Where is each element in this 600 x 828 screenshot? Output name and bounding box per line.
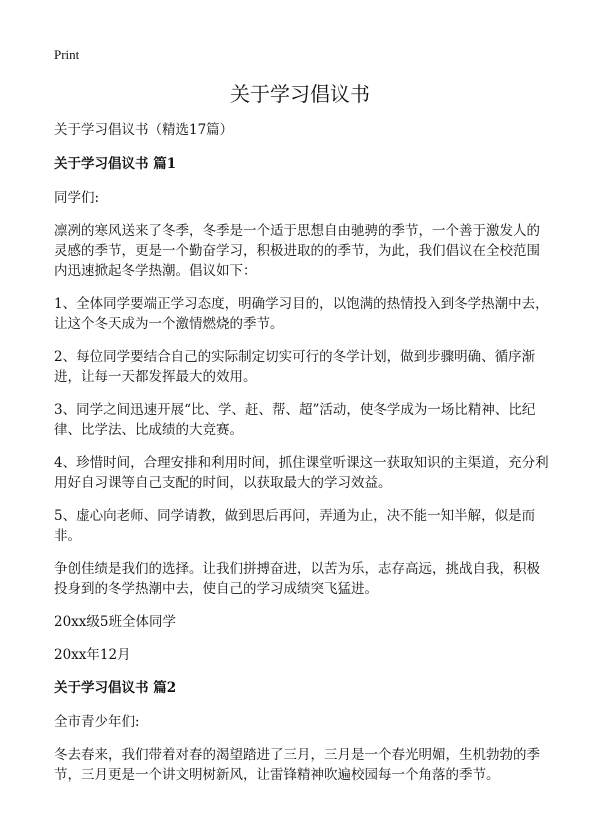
document-subtitle: 关于学习倡议书（精选17篇）: [54, 122, 234, 138]
print-label: Print: [54, 47, 80, 62]
paragraph: 4、珍惜时间，合理安排和利用时间，抓住课堂听课这一获取知识的主渠道，充分利用好自习课等自己支配的时间，以获取最大的学习效益。: [54, 455, 549, 491]
greeting-2: 全市青少年们:: [54, 714, 140, 730]
signature: 20xx级5班全体同学: [54, 614, 176, 630]
greeting-1: 同学们:: [54, 190, 100, 206]
paragraph: 1、全体同学要端正学习态度，明确学习目的，以饱满的热情投入到冬学热潮中去，让这个冬天成为一个激情燃烧的季节。: [54, 296, 549, 332]
paragraph: 争创佳绩是我们的选择。让我们拼搏奋进，以苦为乐，志存高远，挑战自我，积极投身到的冬学热潮中去，使自己的学习成绩突飞猛进。: [54, 561, 540, 597]
document-body: [54, 120, 552, 798]
section-heading-2: 关于学习倡议书 篇2: [54, 680, 177, 696]
paragraph: 5、虚心向老师、同学请教，做到思后再问，弄通为止，决不能一知半解，似是而非。: [54, 508, 536, 544]
paragraph: 2、每位同学要结合自己的实际制定切实可行的冬学计划，做到步骤明确、循序渐进，让每一天都发挥最大的效用。: [54, 349, 536, 385]
paragraph: 凛冽的寒风送来了冬季，冬季是一个适于思想自由驰骋的季节，一个善于激发人的灵感的季节，更是一个勤奋学习，积极进取的的季节，为此，我们倡议在全校范围内迅速掀起冬学热潮。倡议如下：: [54, 223, 540, 279]
page-title: 关于学习倡议书: [230, 82, 370, 106]
paragraph: 3、同学之间迅速开展“比、学、赶、帮、超”活动，使冬学成为一场比精神、比纪律、比学法、比成绩的大竞赛。: [54, 402, 536, 438]
date-line: 20xx年12月: [54, 647, 131, 663]
section-heading-1: 关于学习倡议书 篇1: [54, 156, 177, 172]
paragraph: 冬去春来，我们带着对春的渴望踏进了三月，三月是一个春光明媚，生机勃勃的季节，三月更是一个讲文明树新风，让雷锋精神吹遍校园每一个角落的季节。: [54, 747, 540, 783]
